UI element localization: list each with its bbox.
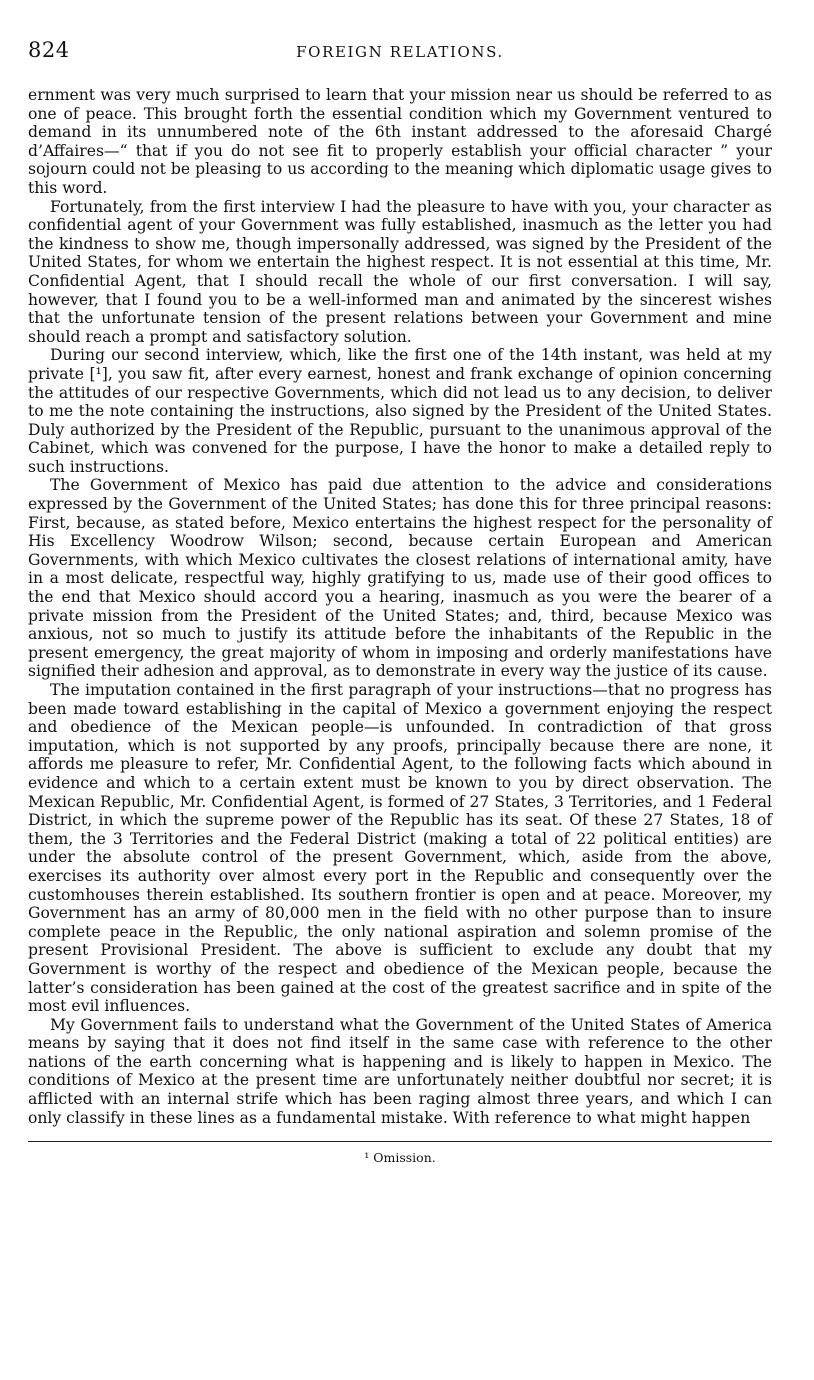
- paragraph: During our second interview, which, like the first one of the 14th instant, was held at my private [¹], you saw fit, after every earnest, honest and frank exchange of opinion concerning the attitudes of our respective Governments, which did not lead us to any decision, to deliver to me the note containing the instructions, also signed by the President of the United States. Duly authorized by the President of the Republic, pursuant to the unanimous approval of the Cabinet, which was convened for the purpose, I have the honor to make a detailed reply to such instructions.: [28, 346, 772, 476]
- page-header: [28, 38, 772, 68]
- paragraph: The imputation contained in the first paragraph of your instructions—that no progress has been made toward establishing in the capital of Mexico a government enjoying the respect and obedience of the Mexican people—is unfounded. In contradiction of that gross imputation, which is not supported by any proofs, principally because there are none, it affords me pleasure to refer, Mr. Confidential Agent, to the following facts which abound in evidence and which to a certain extent must be known to you by direct observation. The Mexican Republic, Mr. Confidential Agent, is formed of 27 States, 3 Territories, and 1 Federal District, in which the supreme power of the Republic has its seat. Of these 27 States, 18 of them, the 3 Territories and the Federal District (making a total of 22 political entities) are under the absolute control of the present Government, which, aside from the above, exercises its authority over almost every port in the Republic and consequently over the customhouses therein established. Its southern frontier is open and at peace. Moreover, my Government has an army of 80,000 men in the field with no other purpose than to insure complete peace in the Republic, the only national aspiration and solemn promise of the present Provisional President. The above is sufficient to exclude any doubt that my Government is worthy of the respect and obedience of the Mexican people, because the latter’s consideration has been gained at the cost of the greatest sacrifice and in spite of the most evil influences.: [28, 681, 772, 1016]
- running-head: FOREIGN RELATIONS.: [296, 43, 504, 61]
- paragraph: My Government fails to understand what the Government of the United States of America means by saying that it does not find itself in the same case with reference to the other nations of the earth concerning what is happening and is likely to happen in Mexico. The conditions of Mexico at the present time are unfortunately neither doubtful nor secret; it is afflicted with an internal strife which has been raging almost three years, and which I can only classify in these lines as a fundamental mistake. With reference to what might happen: [28, 1015, 772, 1127]
- paragraph-continued: ernment was very much surprised to learn that your mission near us should be referred to as one of peace. This brought forth the essential condition which my Government ventured to demand in its unnumbered note of the 6th instant addressed to the aforesaid Chargé d’Affaires—“ that if you do not see fit to properly establish your official character ” your sojourn could not be pleasing to us according to the meaning which diplomatic usage gives to this word.: [28, 86, 772, 197]
- body-text: [28, 86, 772, 1127]
- footnote: ¹ Omission.: [364, 1150, 436, 1166]
- document-page: [28, 38, 772, 1166]
- footnote-rule: [28, 1141, 772, 1142]
- paragraph: The Government of Mexico has paid due attention to the advice and considerations expressed by the Government of the United States; has done this for three principal reasons: First, because, as stated before, Mexico entertains the highest respect for the personality of His Excellency Woodrow Wilson; second, because certain European and American Governments, with which Mexico cultivates the closest relations of international amity, have in a most delicate, respectful way, highly gratifying to us, made use of their good offices to the end that Mexico should accord you a hearing, inasmuch as you were the bearer of a private mission from the President of the United States; and, third, because Mexico was anxious, not so much to justify its attitude before the inhabitants of the Republic in the present emergency, the great majority of whom in imposing and orderly manifestations have signified their adhesion and approval, as to demonstrate in every way the justice of its cause.: [28, 476, 772, 681]
- paragraph: Fortunately, from the first interview I had the pleasure to have with you, your character as confidential agent of your Government was fully established, inasmuch as the letter you had the kindness to show me, though impersonally addressed, was signed by the President of the United States, for whom we entertain the highest respect. It is not essential at this time, Mr. Confidential Agent, that I should recall the whole of our first conversation. I will say, however, that I found you to be a well-informed man and animated by the sincerest wishes that the unfortunate tension of the present relations between your Government and mine should reach a prompt and satisfactory solution.: [28, 197, 772, 346]
- page-number: 824: [28, 38, 70, 62]
